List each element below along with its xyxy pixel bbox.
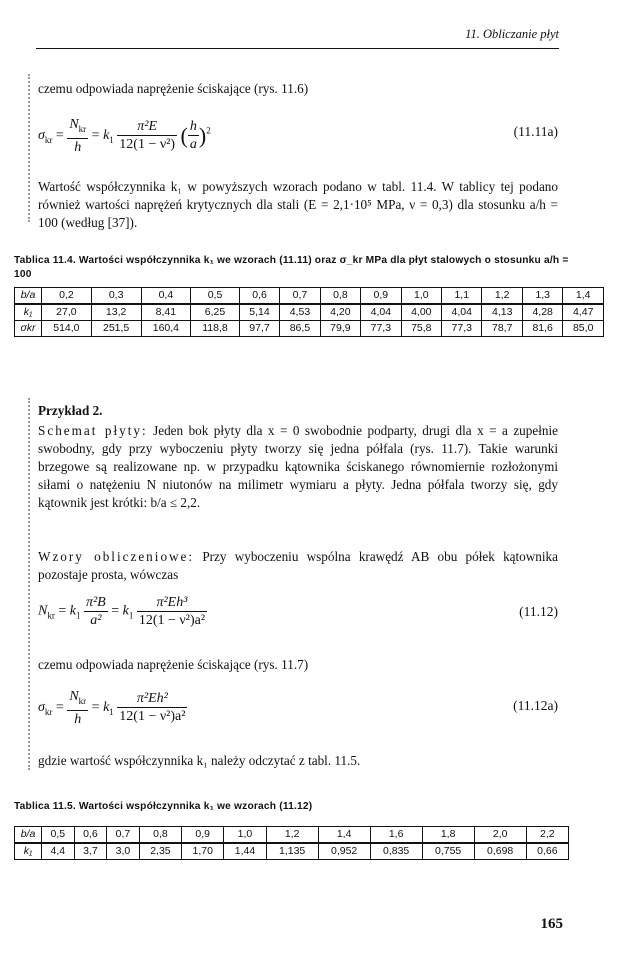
table-cell: 8,41: [141, 304, 191, 321]
margin-change-bar: [28, 74, 30, 222]
table-cell: 1,0: [401, 288, 441, 305]
table-cell: 2,0: [474, 827, 526, 844]
table-cell: 86,5: [280, 321, 320, 337]
table-cell: 77,3: [442, 321, 482, 337]
example-formulas: Wzory obliczeniowe: Przy wyboczeniu wspólna krawędź AB obu półek kątownika pozostaje prosta, wówczas: [38, 549, 559, 582]
table-cell: 1,8: [422, 827, 474, 844]
table-cell: 1,135: [266, 843, 318, 860]
table-row: [15, 304, 604, 321]
table-cell: 1,3: [522, 288, 562, 305]
table-cell: 4,04: [361, 304, 401, 321]
table-cell: 1,0: [224, 827, 266, 844]
table-cell: 4,28: [522, 304, 562, 321]
table-cell: 3,7: [74, 843, 107, 860]
table-row: [15, 288, 604, 305]
example-scheme: Schemat płyty: Jeden bok płyty dla x = 0 swobodnie podparty, drugi dla x = a zupełnie swobodny, gdy przy wyboczeniu płyty tworzy się jedna półfala (rys. 11.7). Takie warunki brzegowe są realizowane np. w przypadku kątownika ściskanego równomiernie rozłożonymi siłami o natężeniu N niutonów na milimetr wymiaru a płyty. Jedna półfala tworzy się, gdy kątownik jest krótki: b/a ≤ 2,2.: [38, 423, 558, 510]
table-cell: 2,35: [139, 843, 181, 860]
table-cell: 13,2: [91, 304, 141, 321]
table-11-5: [14, 826, 569, 860]
table-cell: 514,0: [42, 321, 92, 337]
table-cell: 1,4: [318, 827, 370, 844]
table-cell: 81,6: [522, 321, 562, 337]
equation-11-12: $N_{kr} = k_1$ $\frac{\text{π²B}}{\text{a²}}$ = $k_1$ $\frac{\text{π²Eh³}}{\text{12(1 − ν²)a²}}$ (11.12): [38, 595, 558, 628]
table-cell: 0,5: [191, 288, 240, 305]
table-cell: 0,6: [239, 288, 279, 305]
table-cell: 4,53: [280, 304, 320, 321]
table-cell: 0,6: [74, 827, 107, 844]
table-cell: 0,3: [91, 288, 141, 305]
table-cell: 27,0: [42, 304, 92, 321]
table-cell: 0,7: [107, 827, 140, 844]
table-row: [15, 321, 604, 337]
equation-11-12a: $\sigma_{kr}$ = $\frac{N_{kr}}{h}$ = $k_1$ $\frac{\text{π²Eh²}}{\text{12(1 − ν²)a²}}$ (11.12a): [38, 689, 558, 727]
table-cell: 4,47: [563, 304, 604, 321]
table-cell: 0,8: [139, 827, 181, 844]
equation-11-11a: $\sigma_{kr}$ = $\frac{N_{kr}}{h}$ = $k_1$ $\frac{\text{π²E}}{\text{12(1 − ν²)}}$ ( $\frac{h}{a}$ )$^2$ (11.11a): [38, 117, 558, 155]
table-cell: 1,44: [224, 843, 266, 860]
table-11-4: [14, 287, 604, 337]
table-cell: 118,8: [191, 321, 240, 337]
table-cell: 0,835: [370, 843, 422, 860]
table-cell: 251,5: [91, 321, 141, 337]
table-cell: 97,7: [239, 321, 279, 337]
table-cell: 0,4: [141, 288, 191, 305]
table-cell: 0,7: [280, 288, 320, 305]
paragraph-4: gdzie wartość współczynnika k₁ należy odczytać z tabl. 11.5.: [38, 753, 361, 768]
row-label: σkr: [15, 321, 42, 337]
table-cell: 3,0: [107, 843, 140, 860]
table-cell: 0,952: [318, 843, 370, 860]
table-cell: 0,8: [320, 288, 360, 305]
table-cell: 1,70: [182, 843, 224, 860]
paragraph-1: czemu odpowiada naprężenie ściskające (rys. 11.6): [38, 81, 309, 96]
table-cell: 4,13: [482, 304, 522, 321]
table-cell: 4,20: [320, 304, 360, 321]
table-cell: 0,66: [526, 843, 568, 860]
table-cell: 0,9: [182, 827, 224, 844]
table-cell: 1,6: [370, 827, 422, 844]
table-cell: 0,2: [42, 288, 92, 305]
row-label: k₁: [15, 843, 42, 860]
table-row: [15, 827, 569, 844]
table-cell: 4,04: [442, 304, 482, 321]
table-11-4-caption: Tablica 11.4. Wartości współczynnika k₁ we wzorach (11.11) oraz σ_kr MPa dla płyt stalowych o stosunku a/h = 100: [14, 255, 569, 280]
margin-change-bar: [28, 398, 30, 770]
row-label: b/a: [15, 827, 42, 844]
table-cell: 78,7: [482, 321, 522, 337]
row-label: b/a: [15, 288, 42, 305]
table-cell: 5,14: [239, 304, 279, 321]
table-cell: 0,755: [422, 843, 474, 860]
table-cell: 4,00: [401, 304, 441, 321]
table-cell: 0,9: [361, 288, 401, 305]
running-title: 11. Obliczanie płyt: [465, 27, 559, 41]
table-cell: 1,1: [442, 288, 482, 305]
equation-number: (11.12a): [513, 698, 558, 713]
table-cell: 0,5: [42, 827, 75, 844]
running-header: [36, 26, 559, 49]
table-cell: 0,698: [474, 843, 526, 860]
equation-number: (11.11a): [513, 124, 558, 139]
table-cell: 2,2: [526, 827, 568, 844]
table-cell: 1,2: [482, 288, 522, 305]
table-cell: 85,0: [563, 321, 604, 337]
paragraph-2: Wartość współczynnika k₁ w powyższych wzorach podano w tabl. 11.4. W tablicy tej podano również wartości naprężeń krytycznych dla stali (E = 2,1·10⁵ MPa, ν = 0,3) dla stosunku a/h = 100 (według [37]).: [38, 179, 558, 230]
table-cell: 75,8: [401, 321, 441, 337]
paragraph-3: czemu odpowiada naprężenie ściskające (rys. 11.7): [38, 657, 309, 672]
table-cell: 77,3: [361, 321, 401, 337]
example-title: Przykład 2.: [38, 403, 103, 418]
table-cell: 6,25: [191, 304, 240, 321]
table-11-5-caption: Tablica 11.5. Wartości współczynnika k₁ we wzorach (11.12): [14, 801, 313, 812]
page-number: 165: [540, 916, 563, 932]
equation-number: (11.12): [519, 604, 558, 619]
table-cell: 160,4: [141, 321, 191, 337]
table-row: [15, 843, 569, 860]
table-cell: 4,4: [42, 843, 75, 860]
row-label: k₁: [15, 304, 42, 321]
table-cell: 1,2: [266, 827, 318, 844]
table-cell: 79,9: [320, 321, 360, 337]
table-cell: 1,4: [563, 288, 604, 305]
